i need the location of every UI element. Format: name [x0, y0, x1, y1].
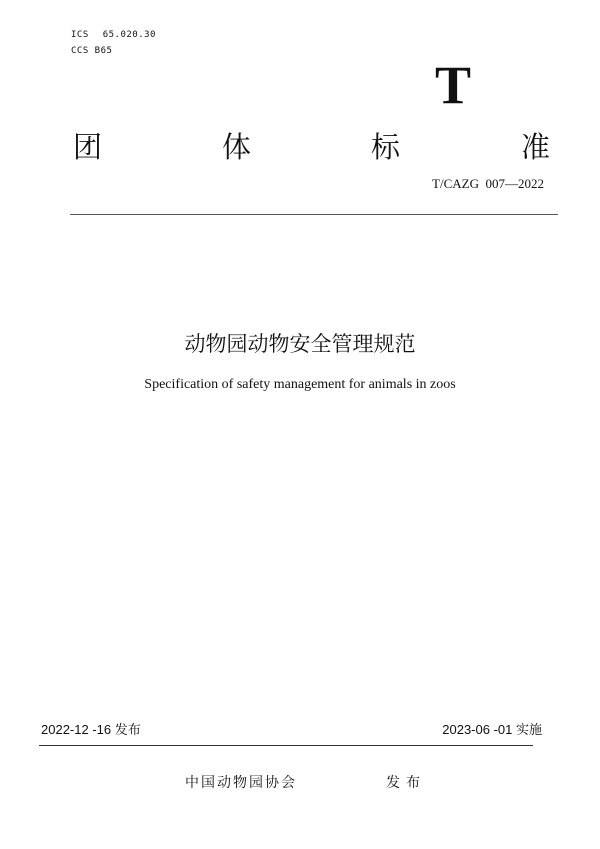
ics-code-line	[71, 30, 156, 40]
standard-type-char-4: 准	[521, 130, 551, 164]
publish-label: 发布	[386, 775, 426, 791]
document-title-chinese: 动物园动物安全管理规范	[184, 332, 416, 356]
standard-type-char-1: 团	[73, 130, 103, 164]
footer-divider	[39, 745, 533, 746]
issue-date: 2022-12 -16 发布	[41, 722, 141, 737]
standard-type-char-2: 体	[222, 130, 252, 164]
implementation-date: 2023-06 -01 实施	[442, 722, 542, 737]
standard-type-char-3: 标	[371, 130, 401, 164]
ics-code: 65.020.30	[102, 30, 156, 40]
publisher-name: 中国动物园协会	[185, 775, 297, 791]
document-title-english: Specification of safety management for animals in zoos	[144, 377, 456, 392]
ics-label: ICS	[71, 30, 89, 40]
standard-letter-mark: T	[435, 55, 472, 115]
ccs-code: CCS B65	[71, 46, 113, 56]
standard-number: T/CAZG 007—2022	[432, 176, 544, 191]
header-divider	[70, 214, 558, 215]
